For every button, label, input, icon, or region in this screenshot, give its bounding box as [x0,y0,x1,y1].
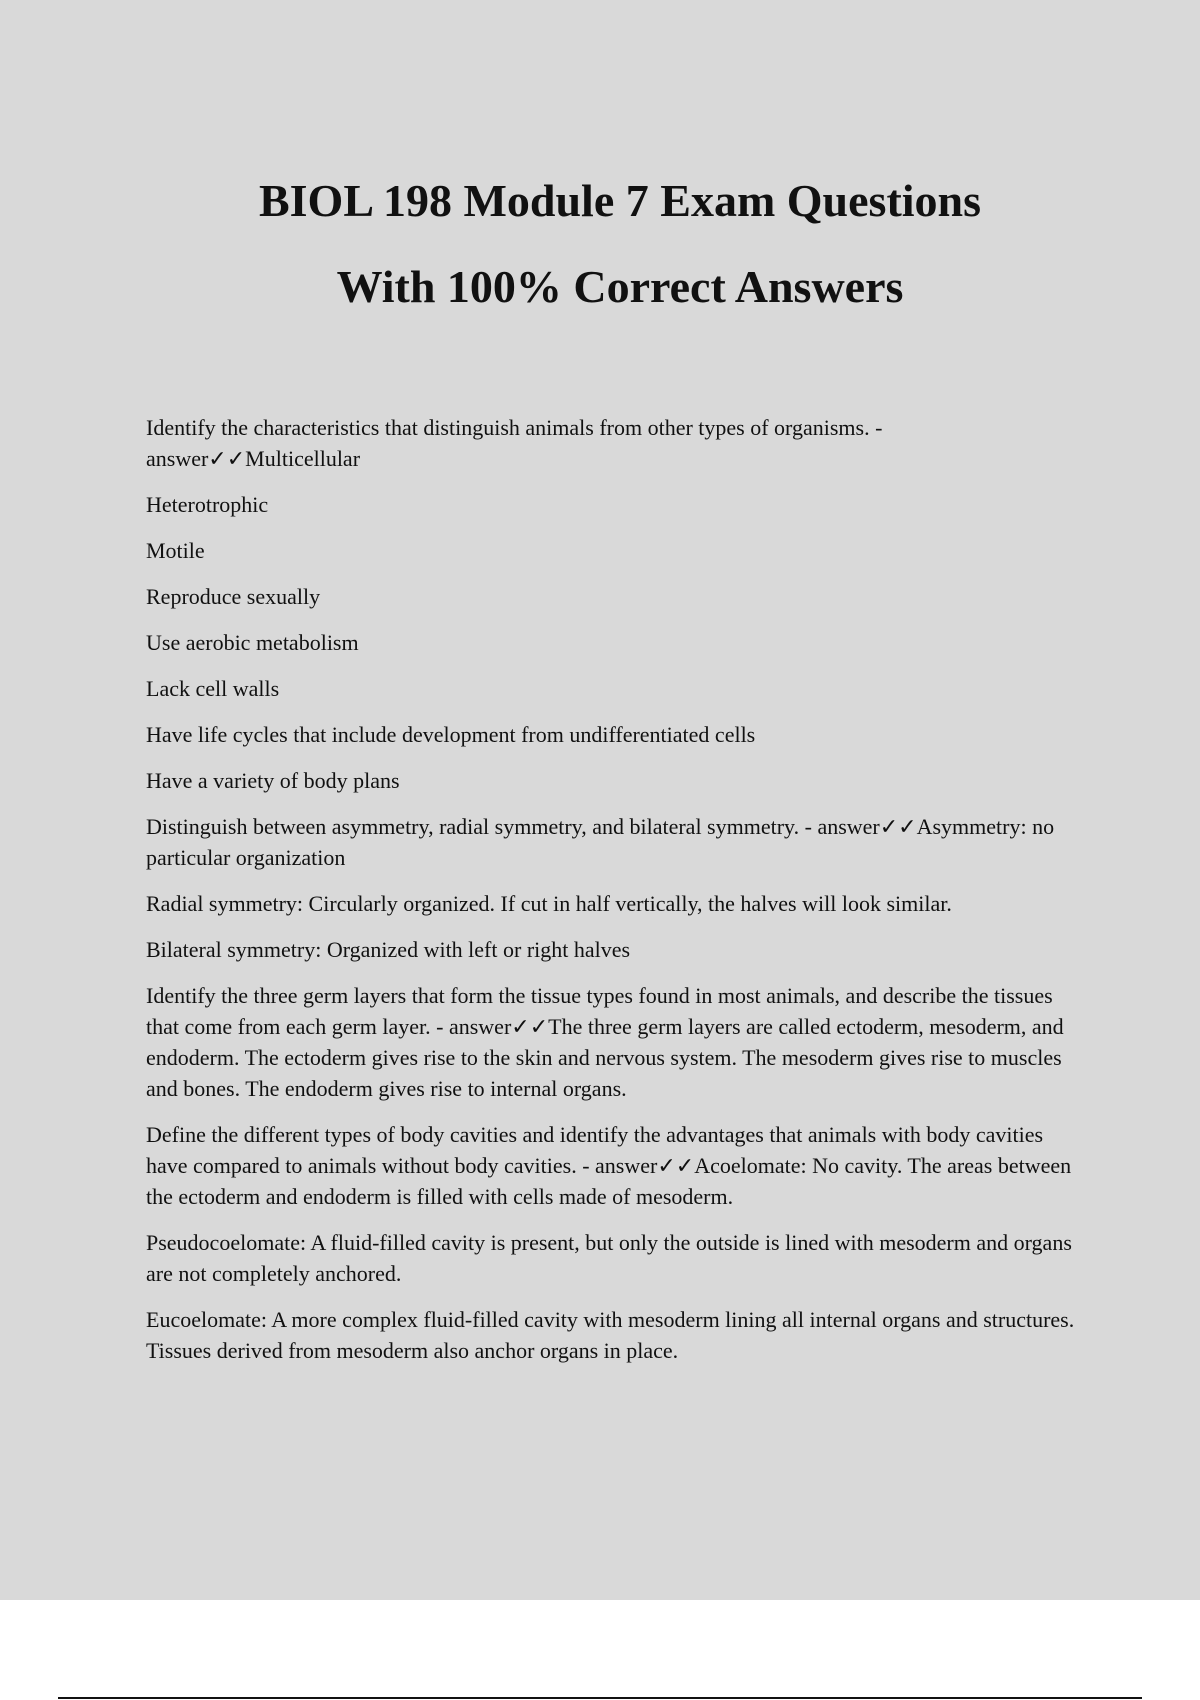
paragraph: Bilateral symmetry: Organized with left or right halves [146,937,631,962]
paragraph: Motile [146,538,205,563]
paragraph: Identify the characteristics that distinguish animals from other types of organisms. - answer✓✓Multicellular [146,415,883,471]
paragraph: Define the different types of body cavities and identify the advantages that animals with body cavities have compared to animals without body cavities. - answer✓✓Acoelomate: No cavity. The areas between the ectoderm and endoderm is filled with cells made of mesoderm. [146,1122,1072,1209]
paragraph: Use aerobic metabolism [146,630,359,655]
paragraph: Pseudocoelomate: A fluid-filled cavity is present, but only the outside is lined with mesoderm and organs are not completely anchored. [146,1230,1072,1286]
paragraph: Have life cycles that include development from undifferentiated cells [146,722,756,747]
document-title [0,158,1200,330]
paragraph: Reproduce sexually [146,584,321,609]
title-line-1: BIOL 198 Module 7 Exam Questions [258,175,982,226]
paragraph: Identify the three germ layers that form the tissue types found in most animals, and describe the tissues that come from each germ layer. - answer✓✓The three germ layers are called ectoderm, mesoderm, and endoderm. The ectoderm gives rise to the skin and nervous system. The mesoderm gives rise to muscles and bones. The endoderm gives rise to internal organs. [146,983,1064,1101]
footer-divider [58,1697,1142,1699]
paragraph: Have a variety of body plans [146,768,400,793]
document-body [146,412,1086,1381]
paragraph: Eucoelomate: A more complex fluid-filled cavity with mesoderm lining all internal organs and structures. Tissues derived from mesoderm also anchor organs in place. [146,1307,1075,1363]
paragraph: Distinguish between asymmetry, radial symmetry, and bilateral symmetry. - answer✓✓Asymmetry: no particular organization [146,814,1055,870]
paragraph: Radial symmetry: Circularly organized. If cut in half vertically, the halves will look similar. [146,891,952,916]
title-line-2: With 100% Correct Answers [336,261,904,312]
paragraph: Lack cell walls [146,676,280,701]
paragraph: Heterotrophic [146,492,269,517]
